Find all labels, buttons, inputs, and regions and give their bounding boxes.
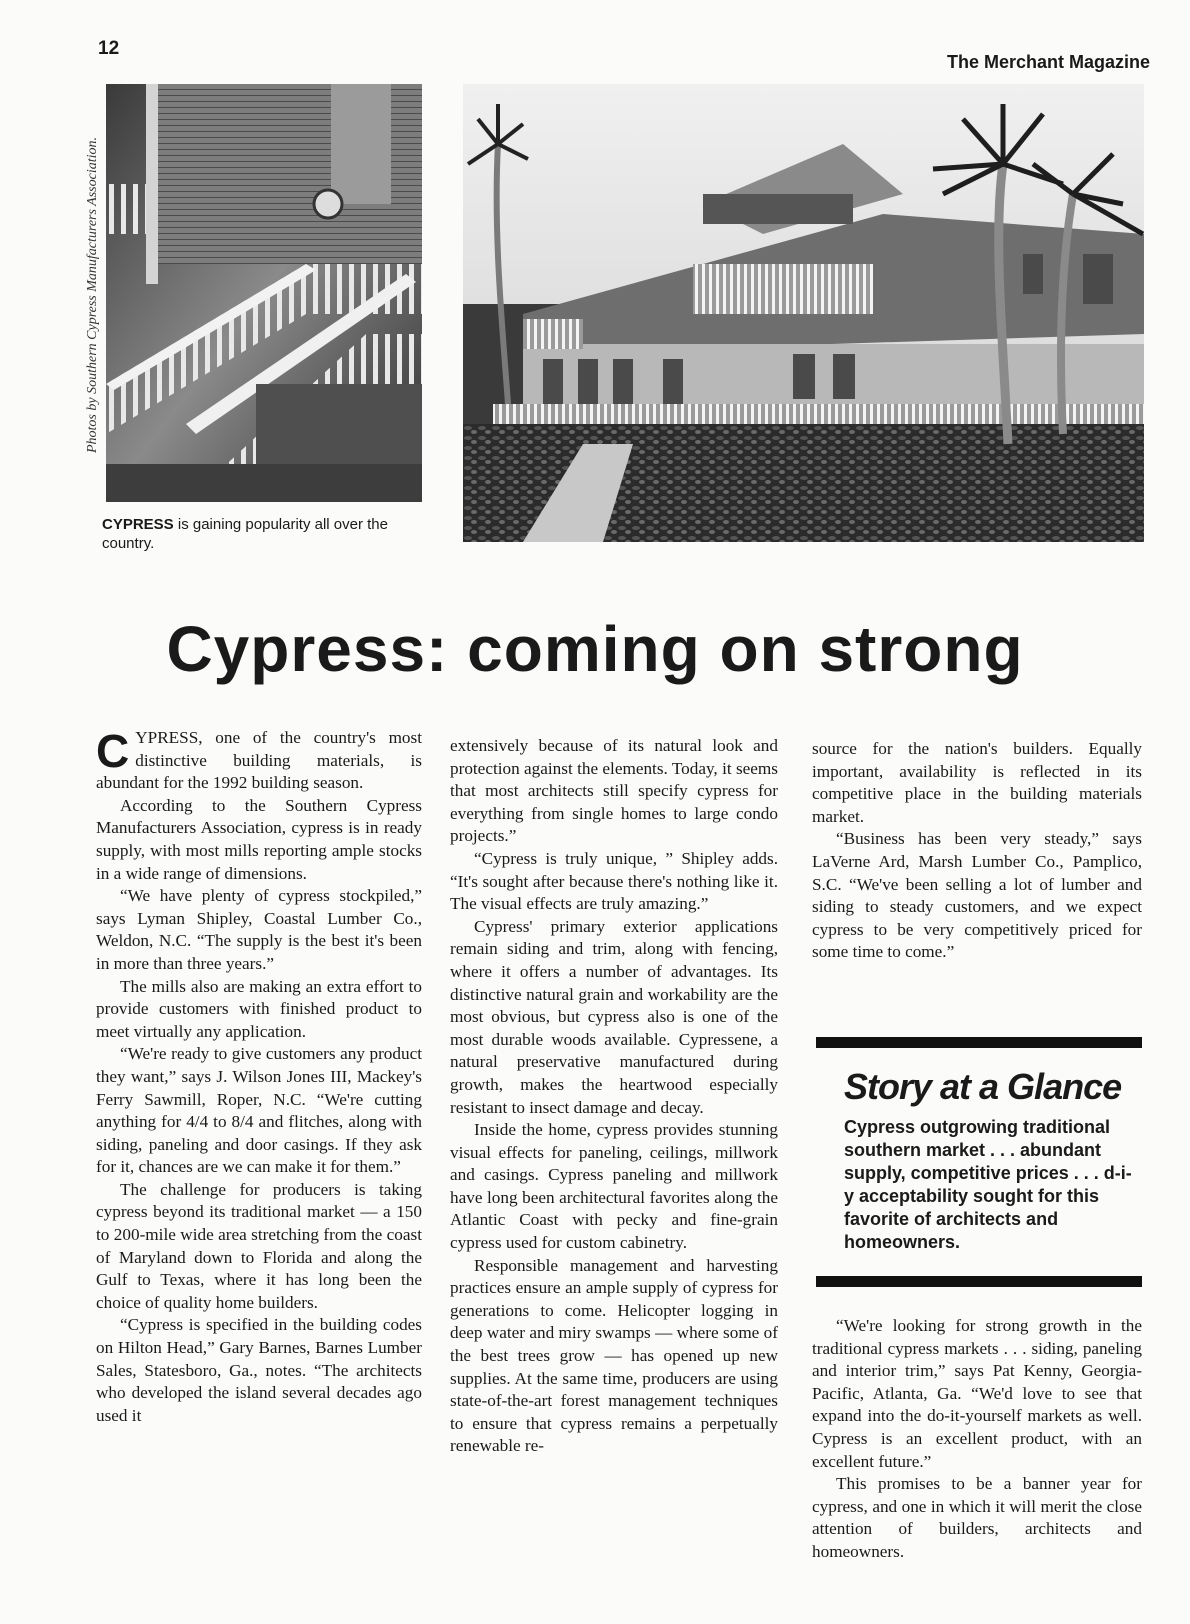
magazine-name: The Merchant Magazine xyxy=(946,52,1150,72)
paragraph: CYPRESS, one of the country's most distinctive building materials, is abundant for the 1992 building season. xyxy=(96,725,422,793)
paragraph: The mills also are making an extra effort to provide customers with finished product to meet virtually any application. xyxy=(96,976,422,1041)
page-number: 12 xyxy=(98,38,120,59)
photo-credit-text: Photos by Southern Cypress Manufacturers Association. xyxy=(85,136,100,454)
paragraph: According to the Southern Cypress Manufacturers Association, cypress is in ready supply, with most mills reporting ample stocks in a wide range of dimensions. xyxy=(96,795,422,883)
glance-text: Cypress outgrowing traditional southern market . . . abundant supply, competitive prices . . . d-i-y acceptability sought for this favorite of architects and homeowners. xyxy=(844,1117,1132,1252)
caption-lead: CYPRESS xyxy=(102,516,174,533)
headline: Cypress: coming on strong xyxy=(166,613,1024,685)
article-column-3 xyxy=(812,738,1142,964)
paragraph: Inside the home, cypress provides stunning visual effects for paneling, ceilings, millwork and casings. Cypress paneling and millwork have long been architectural favorites along the Atlantic Coast with pecky and fine-grain cypress used for custom cabinetry. xyxy=(450,1120,778,1253)
house-photo xyxy=(463,84,1144,542)
staircase-photo xyxy=(106,84,422,502)
glance-top-rule xyxy=(816,1037,1142,1048)
paragraph: extensively because of its natural look and protection against the elements. Today, it seems that most architects still specify cypress for everything from single homes to large condo projects.” xyxy=(450,736,778,846)
article-column-3-continued xyxy=(812,1315,1142,1564)
paragraph: “We're looking for strong growth in the traditional cypress markets . . . siding, paneling and interior trim,” says Pat Kenny, Georgia-Pacific, Atlanta, Ga. “We'd love to see that expand into the do-it-yourself markets as well. Cypress is an excellent product, with an excellent future.” xyxy=(812,1316,1142,1471)
paragraph: Cypress' primary exterior applications remain siding and trim, along with fencing, where it offers a number of advantages. Its distinctive natural grain and workability are the most obvious, but cypress also is one of the most durable woods available. Cypressene, a natural preservative manufactured during growth, makes the heartwood especially resistant to insect damage and decay. xyxy=(450,916,778,1117)
photo-credit xyxy=(80,100,106,490)
article-column-2 xyxy=(450,735,778,1458)
glance-bottom-rule xyxy=(816,1276,1142,1287)
paragraph: “We have plenty of cypress stockpiled,” says Lyman Shipley, Coastal Lumber Co., Weldon, N.C. “The supply is the best it's been in more than three years.” xyxy=(96,886,422,973)
article-column-1 xyxy=(96,727,422,1427)
paragraph: Responsible management and harvesting practices ensure an ample supply of cypress for generations to come. Helicopter logging in deep water and miry swamps — where some of the best trees grow — has opened up new supplies. At the same time, producers are using state-of-the-art forest management techniques to ensure that cypress remains a perpetually renewable re- xyxy=(450,1255,778,1456)
photo-caption xyxy=(102,515,422,553)
paragraph: “Business has been very steady,” says LaVerne Ard, Marsh Lumber Co., Pamplico, S.C. “We've been selling a lot of lumber and siding to steady customers, and we expect cypress to be very competitively priced for some time to come.” xyxy=(812,829,1142,962)
paragraph: “Cypress is truly unique, ” Shipley adds. “It's sought after because there's nothing like it. The visual effects are truly amazing.” xyxy=(450,848,778,914)
paragraph: “Cypress is specified in the building codes on Hilton Head,” Gary Barnes, Barnes Lumber Sales, Statesboro, Ga., notes. “The architects who developed the island several decades ago used it xyxy=(96,1315,422,1425)
paragraph: source for the nation's builders. Equally important, availability is reflected in its competitive place in the building materials market. xyxy=(812,739,1142,826)
caption-text: is gaining popularity all over the country. xyxy=(102,516,388,552)
paragraph: “We're ready to give customers any product they want,” says J. Wilson Jones III, Mackey's Ferry Sawmill, Roper, N.C. “We're cutting anything for 4/4 to 8/4 and flitches, along with siding, paneling and door casings. If they ask for it, chances are we can make it for them.” xyxy=(96,1044,422,1177)
paragraph: This promises to be a banner year for cypress, and one in which it will merit the close attention of builders, architects and homeowners. xyxy=(812,1474,1142,1561)
paragraph: The challenge for producers is taking cypress beyond its traditional market — a 150 to 200-mile wide area stretching from the coast of Maryland down to Florida and along the Gulf to Texas, where it has long been the choice of quality home builders. xyxy=(96,1179,422,1312)
glance-title: Story at a Glance xyxy=(844,1066,1122,1107)
drop-cap: C xyxy=(96,725,130,777)
story-at-a-glance-box xyxy=(816,1037,1142,1287)
